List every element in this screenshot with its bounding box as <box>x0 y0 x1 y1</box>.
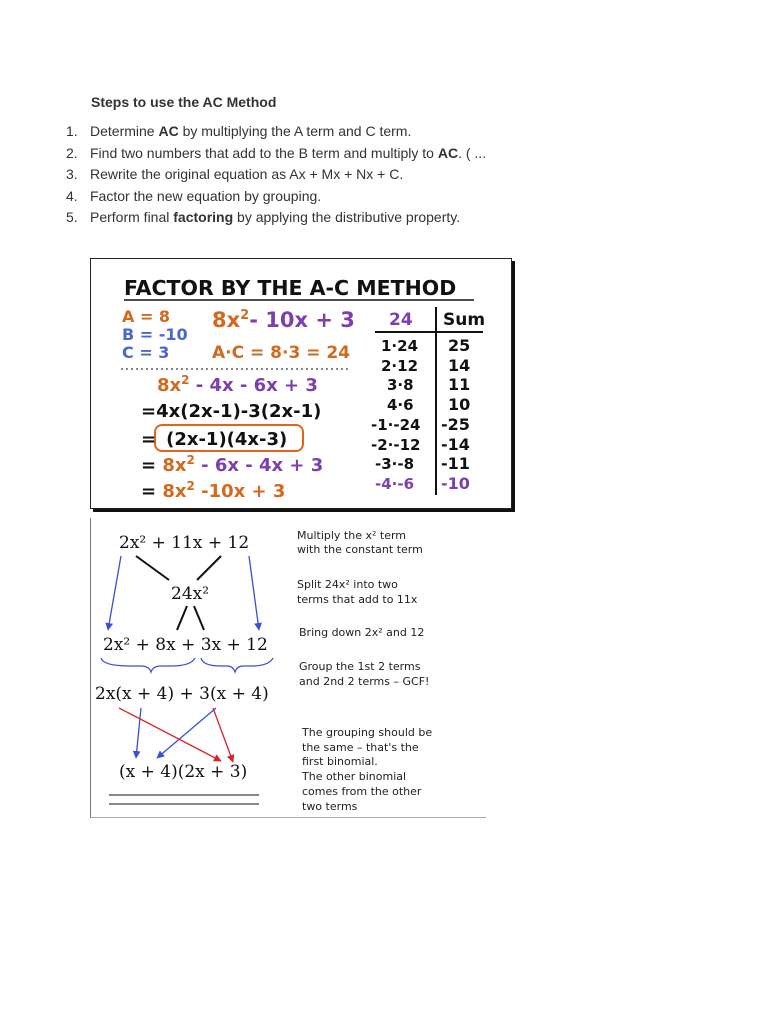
step-item <box>66 207 486 229</box>
work-lead: 4x(2x-1)-3(2x-1) <box>156 401 322 422</box>
connector-line <box>197 556 221 580</box>
split-line <box>194 606 204 630</box>
expr-tail: - 10x + 3 <box>249 308 355 332</box>
work-exponent: 2 <box>186 479 195 493</box>
group-brace <box>201 658 273 672</box>
pair-cell-answer: -4·-6 <box>375 475 415 493</box>
work-line <box>141 453 323 476</box>
note-line: the same – that's the <box>302 741 419 754</box>
work-lead: 8x <box>162 455 187 476</box>
step-text: Determine <box>90 123 159 139</box>
expr-lead: 8x <box>212 308 241 332</box>
ac-product <box>212 343 350 363</box>
ac-method-svg <box>91 259 512 509</box>
pair-cell: -1·-24 <box>371 416 421 434</box>
step-number: 1. <box>66 123 78 139</box>
work-line <box>141 401 321 422</box>
work-tail: - 6x - 4x + 3 <box>194 455 324 476</box>
note-line: with the constant term <box>297 543 423 556</box>
figure-title: FACTOR BY THE A-C METHOD <box>124 276 457 300</box>
group-brace <box>101 658 195 672</box>
note-line: and 2nd 2 terms – GCF! <box>299 675 430 688</box>
original-expression <box>212 308 355 332</box>
grouped-equation: 2x(x + 4) + 3(x + 4) <box>95 684 269 704</box>
a-value: A = 8 <box>122 307 171 326</box>
note-line: The grouping should be <box>302 726 433 739</box>
expr-exponent: 2 <box>240 308 250 323</box>
split-line <box>177 606 187 630</box>
split-equation: 2x² + 8x + 3x + 12 <box>103 635 268 655</box>
pair-cell: 4·6 <box>387 396 414 414</box>
work-line <box>157 373 318 396</box>
ac-label: A·C = <box>212 343 271 363</box>
note-line: first binomial. <box>302 755 378 768</box>
step-number: 5. <box>66 209 78 225</box>
sum-cell: -11 <box>441 454 470 473</box>
work-lead: (2x-1)(4x-3) <box>166 429 288 450</box>
work-exponent: 2 <box>181 373 190 387</box>
step-number: 4. <box>66 187 78 204</box>
c-value: C = 3 <box>122 343 170 362</box>
pair-cell: -3·-8 <box>375 455 415 473</box>
note-line: two terms <box>302 800 358 813</box>
connector-line <box>136 556 169 580</box>
bring-down-arrow <box>249 556 259 630</box>
work-lead: 8x <box>157 375 182 396</box>
factored-result: (x + 4)(2x + 3) <box>119 762 248 782</box>
work-tail: - 4x - 6x + 3 <box>189 375 318 396</box>
note-line: terms that add to 11x <box>297 593 418 606</box>
step-item <box>66 143 486 165</box>
pair-cell: 3·8 <box>387 376 414 394</box>
step-text: Factor the new equation by grouping. <box>90 187 322 204</box>
grouping-svg <box>91 518 486 818</box>
sum-cell: -25 <box>441 415 470 434</box>
pair-cell: 2·12 <box>381 357 419 375</box>
bring-down-arrow <box>108 556 121 630</box>
steps-heading: Steps to use the AC Method <box>91 94 277 110</box>
table-head-sum: Sum <box>443 310 486 330</box>
step-text: Find two numbers that add to the B term and multiply to <box>90 144 438 161</box>
sum-cell: -14 <box>441 435 470 454</box>
step-bold: AC <box>158 123 179 139</box>
work-exponent: 2 <box>186 453 195 467</box>
step-text-end: by multiplying the A term and C term. <box>178 123 412 139</box>
sum-column <box>441 336 470 493</box>
pair-cell: 1·24 <box>381 337 419 355</box>
table-head-product: 24 <box>389 310 413 330</box>
step-text: Rewrite the original equation as Ax + Mx + Nx + C. <box>90 166 404 182</box>
sum-cell: 11 <box>448 375 471 394</box>
step-bold: AC <box>437 144 459 161</box>
step-text: Perform final <box>90 209 174 225</box>
step-number: 2. <box>66 144 78 161</box>
grouping-diagram <box>90 518 486 818</box>
step-item <box>66 164 486 186</box>
pair-cell: -2·-12 <box>371 436 421 454</box>
gcf-arrow <box>136 708 141 758</box>
work-prefix: = <box>141 429 157 450</box>
work-lead: 8x <box>162 481 187 502</box>
work-line <box>141 429 287 450</box>
steps-list <box>66 121 486 229</box>
step-bold: factoring <box>173 209 234 225</box>
step-number: 3. <box>66 166 78 182</box>
product-term: 24x² <box>171 584 210 604</box>
binomial-arrow <box>213 708 233 762</box>
sum-cell: 25 <box>448 336 471 355</box>
work-prefix: = <box>141 401 157 422</box>
note-line: comes from the other <box>302 785 422 798</box>
work-tail: -10x + 3 <box>194 481 286 502</box>
pair-column <box>371 337 420 493</box>
sum-cell: 10 <box>448 395 471 414</box>
work-prefix: = <box>141 481 163 502</box>
b-value: B = -10 <box>122 325 188 344</box>
diagram-notes <box>297 529 432 813</box>
ac-method-figure <box>90 258 512 509</box>
step-item <box>66 186 486 208</box>
work-line <box>141 479 285 502</box>
note-line: Group the 1st 2 terms <box>299 660 421 673</box>
work-prefix: = <box>141 455 163 476</box>
sum-cell: 14 <box>448 356 471 375</box>
sum-cell-answer: -10 <box>441 474 470 493</box>
step-item <box>66 121 486 143</box>
original-equation: 2x² + 11x + 12 <box>119 533 250 553</box>
note-line: The other binomial <box>302 770 407 783</box>
note-line: Bring down 2x² and 12 <box>299 626 425 639</box>
ac-value: 8·3 = 24 <box>270 343 351 363</box>
step-text-end: . ( ... <box>458 144 487 161</box>
step-text-end: by applying the distributive property. <box>233 209 461 225</box>
note-line: Split 24x² into two <box>297 578 398 591</box>
note-line: Multiply the x² term <box>297 529 407 542</box>
